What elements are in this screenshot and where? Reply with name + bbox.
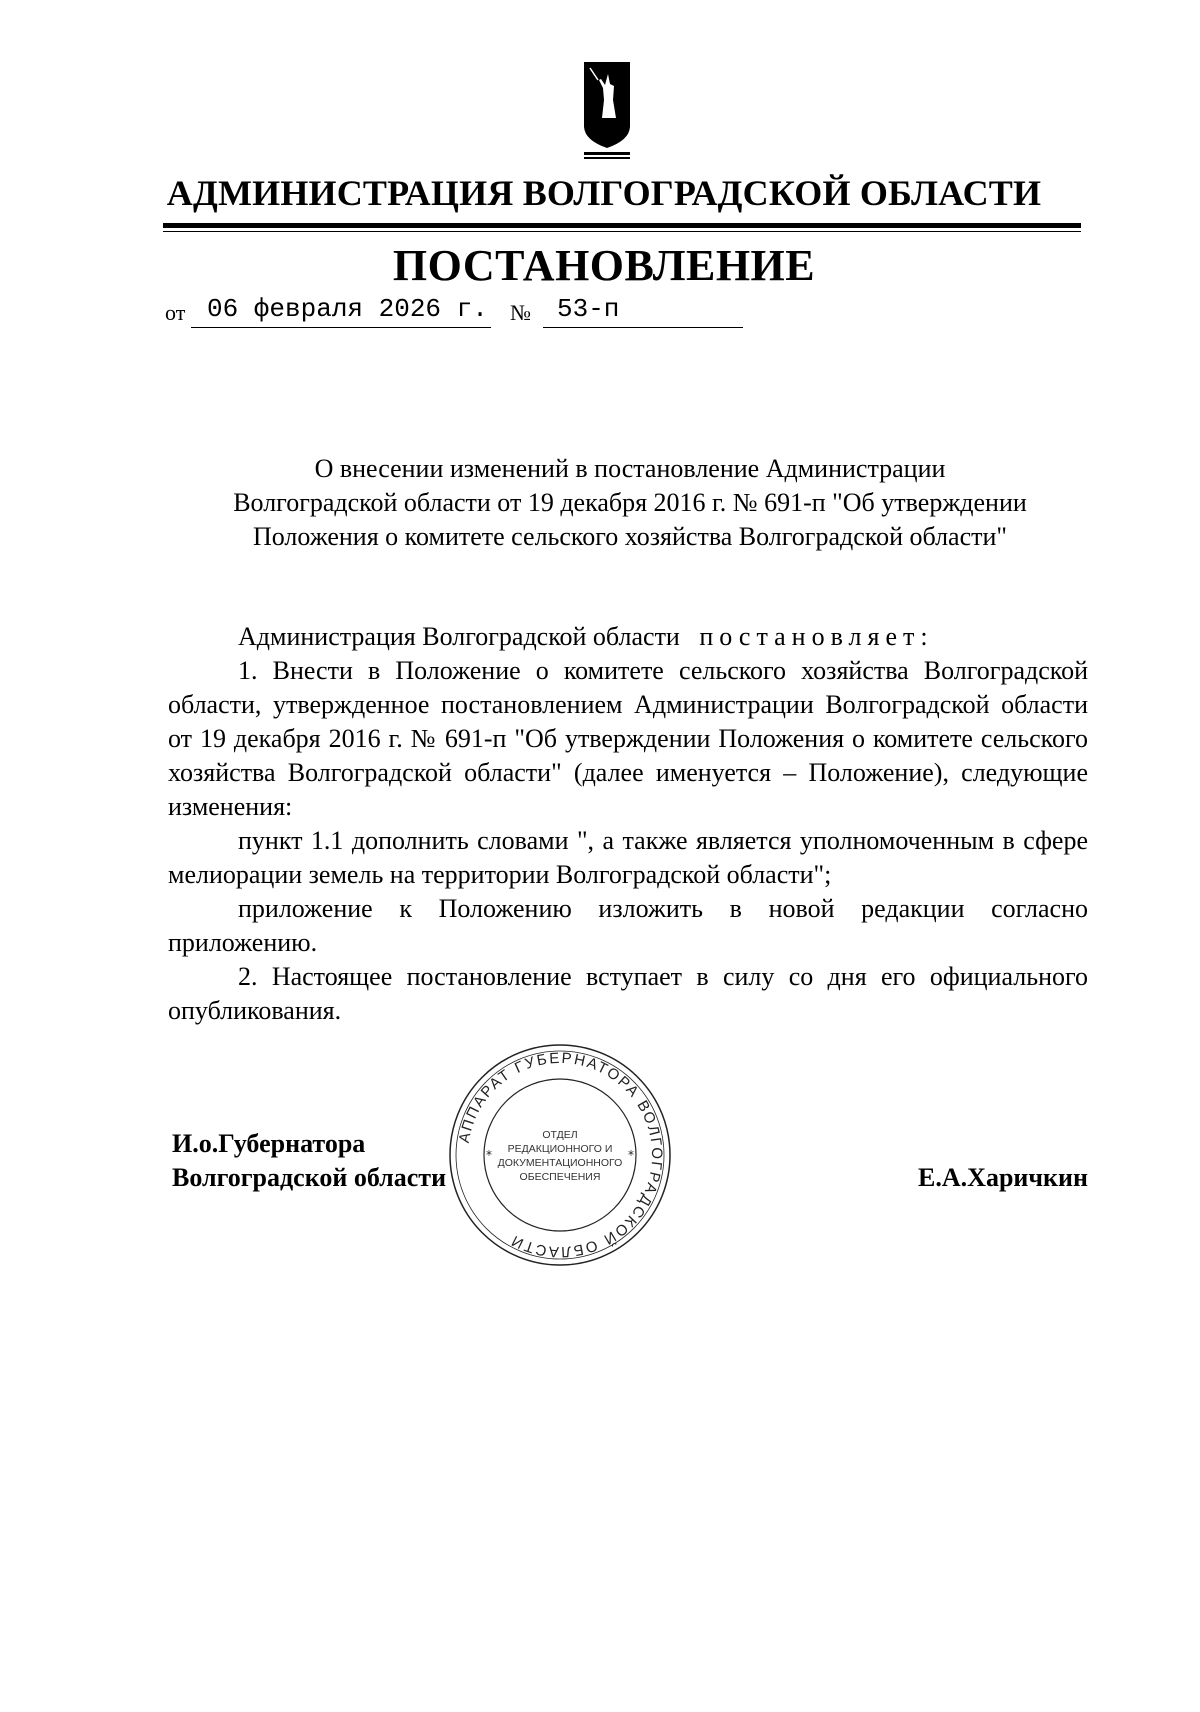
registration-line [165, 292, 745, 332]
svg-text:ОТДЕЛ: ОТДЕЛ [542, 1129, 578, 1141]
document-subject [160, 452, 1100, 554]
number-prefix: № [510, 300, 531, 325]
paragraph-1b: приложение к Положению изложить в новой редакции согласно приложению. [168, 894, 1088, 957]
number-underline [543, 327, 743, 328]
paragraph-1a: пункт 1.1 дополнить словами ", а также является уполномоченным в сфере мелиорации земель на территории Волгоградской области"; [168, 826, 1088, 889]
document-number: 53-п [557, 294, 620, 324]
svg-text:ОБЕСПЕЧЕНИЯ: ОБЕСПЕЧЕНИЯ [519, 1171, 601, 1183]
svg-text:ДОКУМЕНТАЦИОННОГО: ДОКУМЕНТАЦИОННОГО [497, 1157, 623, 1169]
position-line: И.о.Губернатора [172, 1129, 366, 1158]
date-prefix: от [165, 300, 186, 325]
document-date: 06 февраля 2026 г. [207, 294, 488, 324]
official-seal-stamp [445, 1040, 675, 1270]
svg-text:*: * [486, 1148, 492, 1162]
subject-line: О внесении изменений в постановление Администрации [314, 454, 946, 483]
resolves-word: постановляет: [699, 622, 934, 651]
header-rule-thick [163, 223, 1081, 228]
paragraph-1: 1. Внести в Положение о комитете сельского хозяйства Волгоградской области, утвержденное постановлением Администрации Волгоградской области от 19 декабря 2016 г. № 691-п "Об утверждении Положения о комитете сельского хозяйства Волгоградской области" (далее именуется – Положение), следующие изменения: [168, 656, 1088, 821]
document-body [168, 620, 1088, 1028]
svg-text:РЕДАКЦИОННОГО И: РЕДАКЦИОННОГО И [507, 1143, 613, 1155]
subject-line: Положения о комитете сельского хозяйства Волгоградской области" [252, 522, 1008, 551]
signatory-name: Е.А.Харичкин [918, 1163, 1088, 1192]
organization-title: АДМИНИСТРАЦИЯ ВОЛГОГРАДСКОЙ ОБЛАСТИ [166, 173, 1042, 213]
document-type-title: ПОСТАНОВЛЕНИЕ [392, 241, 816, 290]
header-rule-thin [163, 231, 1081, 232]
date-underline [191, 327, 491, 328]
volgograd-coat-of-arms-icon [582, 60, 632, 160]
subject-line: Волгоградской области от 19 декабря 2016 г. № 691-п "Об утверждении [233, 488, 1027, 517]
paragraph-2: 2. Настоящее постановление вступает в силу со дня его официального опубликования. [168, 962, 1088, 1025]
preamble-text: Администрация Волгоградской области [238, 622, 680, 651]
svg-text:АППАРАТ ГУБЕРНАТОРА ВОЛГОГРАДС: АППАРАТ ГУБЕРНАТОРА ВОЛГОГРАДСКОЙ ОБЛАСТИ [455, 1049, 666, 1261]
svg-text:*: * [628, 1148, 634, 1162]
position-line: Волгоградской области [172, 1163, 447, 1192]
preamble-paragraph [168, 620, 1088, 654]
signatory-position [172, 1127, 446, 1195]
